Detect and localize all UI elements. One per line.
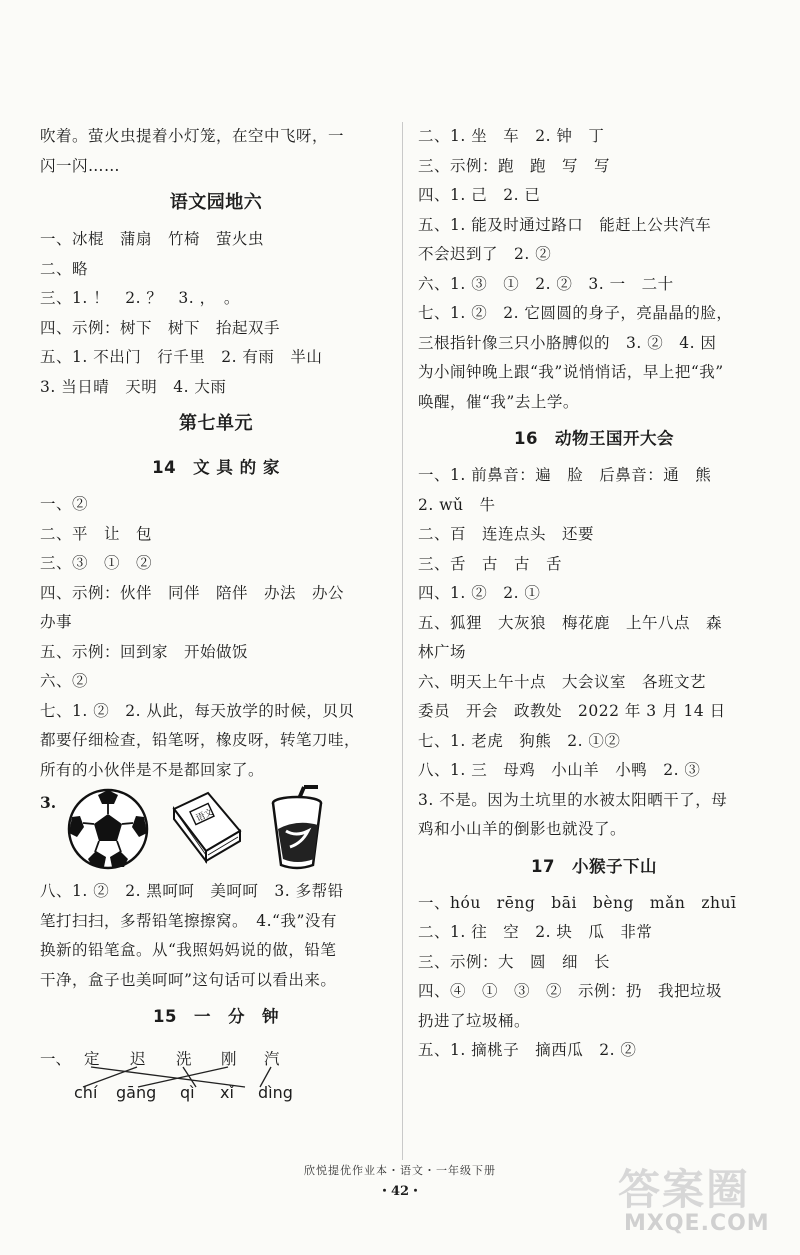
matching-exercise — [40, 1039, 392, 1113]
answer-line: 二、1. 坐 车 2. 钟 丁 — [418, 127, 605, 145]
watermark-url: MXQE.COM — [624, 1211, 770, 1236]
book-cover-text: 语文 — [194, 807, 216, 825]
answer-line: 七、1. 老虎 狗熊 2. ①② — [418, 731, 621, 750]
figure-row — [40, 785, 392, 877]
book-icon — [162, 785, 248, 871]
answer-line: 五、1. 不出门 行千里 2. 有雨 半山 — [40, 348, 323, 366]
section-heading: 16 动物王国开大会 — [514, 429, 674, 448]
answer-line: 笔打扫扫，多帮铅笔擦擦窝。 4.“我”没有 — [40, 911, 337, 930]
answer-line: 六、明天上午十点 大会议室 各班文艺 — [418, 672, 707, 691]
section-heading: 第七单元 — [179, 413, 253, 434]
answer-line: 干净，盒子也美呵呵”这句话可以看出来。 — [40, 970, 337, 989]
answer-line: 所有的小伙伴是不是都回家了。 — [40, 760, 265, 779]
answer-line: 办事 — [40, 613, 73, 631]
match-pinyin: chí — [74, 1083, 98, 1102]
match-pinyin: qì — [180, 1083, 195, 1102]
answer-line: 3. 当日晴 天明 4. 大雨 — [40, 377, 227, 396]
answer-line: 五、示例：回到家 开始做饭 — [40, 642, 249, 661]
answer-line: 吹着。萤火虫提着小灯笼，在空中飞呀，一 — [40, 127, 345, 145]
match-pinyin: dìng — [258, 1083, 293, 1102]
answer-line: 三、示例：跑 跑 写 写 — [418, 156, 611, 175]
figure-label: 3. — [40, 793, 57, 812]
answer-line: 一、冰棍 蒲扇 竹椅 萤火虫 — [40, 230, 265, 248]
answer-line: 四、1. 己 2. 已 — [418, 186, 541, 204]
section-heading: 14 文 具 的 家 — [152, 458, 280, 477]
left-lines — [40, 122, 392, 785]
answer-line: 不会迟到了 2. ② — [418, 245, 552, 263]
answer-line: 五、1. 摘桃子 摘西瓜 2. ② — [418, 1041, 637, 1059]
answer-line: 六、② — [40, 672, 89, 690]
answer-line: 都要仔细检查，铅笔呀，橡皮呀，转笔刀哇， — [40, 731, 361, 749]
answer-line: 三、示例：大 圆 细 长 — [418, 952, 611, 971]
match-top-word: 汽 — [264, 1050, 280, 1068]
matching-label: 一、 — [40, 1050, 72, 1068]
answer-line: 四、示例：伙伴 同伴 陪伴 办法 办公 — [40, 583, 345, 602]
right-lines — [418, 122, 770, 1066]
match-top-word: 定 — [84, 1050, 100, 1068]
section-heading: 17 小猴子下山 — [531, 856, 657, 876]
answer-line: 3. 不是。因为土坑里的水被太阳晒干了，母 — [418, 790, 728, 809]
watermark-text: 答案圈 — [618, 1165, 751, 1214]
answer-line: 四、1. ② 2. ① — [418, 584, 541, 602]
answer-line: 三、1. ！ 2. ？ 3. ， 。 — [40, 289, 240, 307]
answer-line: 二、平 让 包 — [40, 524, 153, 543]
watermark-logo — [618, 1157, 788, 1243]
book-footer: 欣悦提优作业本・语文・一年级下册 — [304, 1164, 496, 1177]
answer-line: 唤醒，催“我”去上学。 — [418, 392, 579, 411]
answer-line: 委员 开会 政教处 2022 年 3 月 14 日 — [418, 702, 726, 720]
answer-line: 2. wǔ 牛 — [418, 495, 496, 514]
column-divider — [402, 122, 403, 1160]
answer-line: 四、④ ① ③ ② 示例：扔 我把垃圾 — [418, 982, 723, 1000]
answer-line: 鸡和小山羊的倒影也就没了。 — [418, 820, 627, 838]
answer-line: 一、1. 前鼻音：遍 脸 后鼻音：通 熊 — [418, 466, 712, 484]
match-pinyin: gāng — [116, 1083, 157, 1102]
cup-icon — [262, 785, 332, 873]
answer-line: 七、1. ② 2. 它圆圆的身子，亮晶晶的脸， — [418, 304, 733, 322]
answer-line: 林广场 — [418, 643, 467, 661]
answer-line: 扔进了垃圾桶。 — [418, 1011, 531, 1030]
answer-line: 八、1. 三 母鸡 小山羊 小鸭 2. ③ — [418, 761, 701, 779]
answer-line: 五、狐狸 大灰狼 梅花鹿 上午八点 森 — [418, 613, 723, 632]
section-heading: 语文园地六 — [169, 192, 263, 213]
answer-line: 闪一闪…… — [40, 156, 121, 175]
answer-line: 一、hóu rēng bāi bèng mǎn zhuī — [418, 893, 737, 912]
left-lines-2 — [40, 877, 392, 1039]
answer-line: 三根指针像三只小胳膊似的 3. ② 4. 因 — [418, 333, 717, 352]
answer-line: 二、略 — [40, 259, 89, 278]
answer-line: 四、示例：树下 树下 抬起双手 — [40, 318, 281, 337]
answer-line: 二、百 连连点头 还要 — [418, 525, 595, 543]
match-top-word: 刚 — [221, 1050, 237, 1068]
match-top-word: 洗 — [176, 1050, 192, 1068]
right-column — [418, 122, 770, 1066]
left-column — [40, 122, 392, 1113]
answer-line: 七、1. ② 2. 从此，每天放学的时候，贝贝 — [40, 701, 355, 720]
answer-line: 一、② — [40, 495, 89, 513]
answer-line: 为小闹钟晚上跟“我”说悄悄话，早上把“我” — [418, 363, 724, 381]
match-top-word: 迟 — [130, 1050, 146, 1068]
answer-line: 六、1. ③ ① 2. ② 3. 一 二十 — [418, 274, 674, 293]
answer-line: 八、1. ② 2. 黑呵呵 美呵呵 3. 多帮铅 — [40, 882, 344, 900]
soccer-ball-icon — [66, 787, 150, 871]
match-pinyin: xǐ — [220, 1083, 234, 1102]
answer-line: 三、③ ① ② — [40, 554, 153, 572]
section-heading: 15 一 分 钟 — [153, 1007, 279, 1026]
answer-line: 五、1. 能及时通过路口 能赶上公共汽车 — [418, 215, 712, 234]
answer-line: 二、1. 往 空 2. 块 瓜 非常 — [418, 923, 653, 941]
page-number: ・42・ — [377, 1184, 423, 1199]
answer-line: 三、舌 古 古 舌 — [418, 554, 563, 573]
answer-line: 换新的铅笔盒。从“我照妈妈说的做，铅笔 — [40, 941, 337, 959]
